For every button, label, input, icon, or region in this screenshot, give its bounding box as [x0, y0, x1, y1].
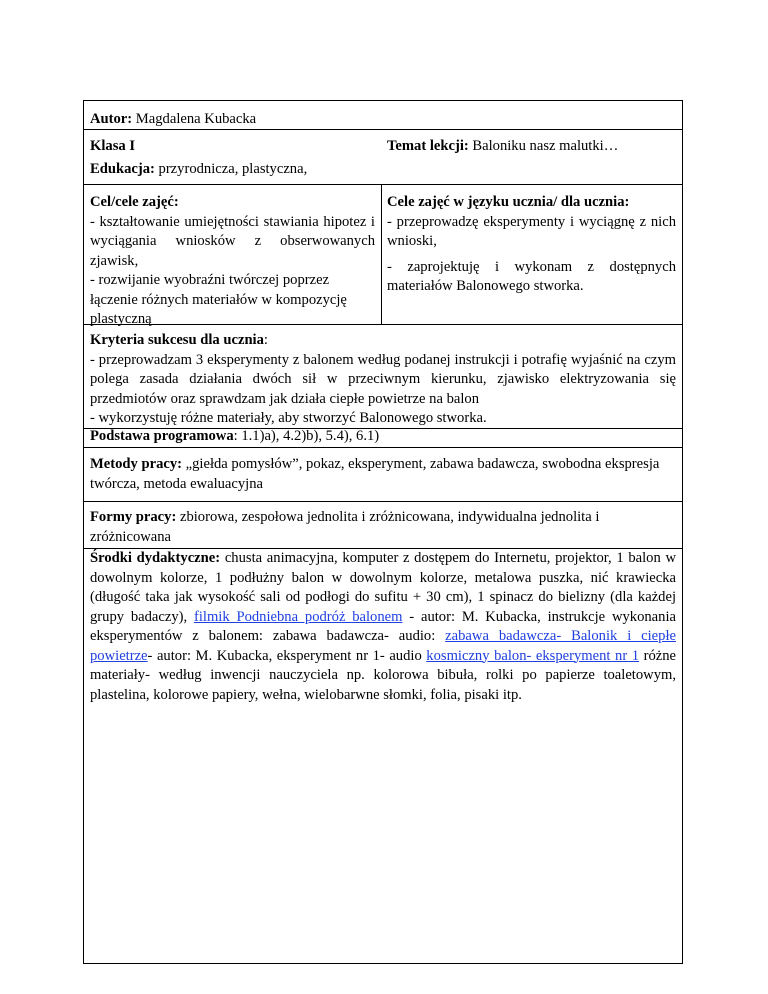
teaching-aids-text: - autor: M. Kubacka, eksperyment nr 1- audio [147, 647, 427, 664]
author-cell [84, 110, 682, 130]
topic-label: Temat lekcji: [387, 138, 469, 154]
student-goals-heading: Cele zajęć w języku ucznia/ dla ucznia: [387, 194, 630, 210]
divider [84, 324, 682, 325]
student-goals-cell [381, 193, 682, 297]
success-criteria-label: Kryteria sukcesu dla ucznia [90, 332, 264, 348]
teaching-aids-text: różne materiały- według inwencji nauczyciela np. kolorowa bibuła, rolki po papierze toaletowym, plastelina, kolorowe papiery, wełna, wielobarwne słomki, folia, pisaki itp. [90, 647, 676, 703]
student-goal-line: - przeprowadzę eksperymenty i wyciągnę z nich wnioski, [387, 213, 676, 249]
methods-value: „giełda pomysłów”, pokaz, eksperyment, zabawa badawcza, swobodna ekspresja twórcza, metoda ewaluacyjna [90, 456, 660, 492]
criteria-line: - wykorzystuję różne materiały, aby stworzyć Balonowego stworka. [90, 410, 487, 426]
goals-heading: Cel/cele zajęć: [90, 194, 179, 210]
divider [84, 129, 682, 130]
divider [84, 184, 682, 185]
methods-label: Metody pracy: [90, 456, 182, 472]
success-criteria-colon: : [263, 332, 268, 348]
education-cell [84, 160, 682, 180]
goal-line: - rozwijanie wyobraźni twórczej poprzez łączenie różnych materiałów w kompozycję plastyczną [90, 272, 347, 327]
forms-label: Formy pracy: [90, 509, 177, 525]
audio-link-warm-air[interactable]: zabawa badawcza- Balonik i ciepłe powietrze [90, 628, 676, 664]
video-link[interactable]: filmik Podniebna podróż balonem [193, 608, 403, 625]
divider [84, 447, 682, 448]
forms-cell [84, 508, 682, 547]
curriculum-label: Podstawa programowa [90, 428, 234, 444]
author-value: Magdalena Kubacka [132, 111, 257, 127]
curriculum-value: : 1.1)a), 4.2)b), 5.4), 6.1) [233, 428, 380, 444]
forms-value: zbiorowa, zespołowa jednolita i zróżnicowana, indywidualna jednolita i zróżnicowana [90, 509, 600, 545]
class-cell [84, 137, 381, 157]
criteria-line: - przeprowadzam 3 eksperymenty z balonem według podanej instrukcji i potrafię wyjaśnić na czym polega zasada działania dwóch sił w przeciwnym kierunku, zjawisko elektryzowania się przedmiotów oraz sprawdzam jak działa ciepłe powietrze na balon [90, 351, 676, 407]
student-goal-line: - zaprojektuję i wykonam z dostępnych materiałów Balonowego stworka. [387, 258, 676, 294]
methods-cell [84, 455, 682, 494]
success-criteria-cell [84, 331, 682, 429]
teaching-aids-text: chusta animacyjna, komputer z dostępem do Internetu, projektor, 1 balon w dowolnym kolorze, 1 podłużny balon w dowolnym kolorze, metalowa puszka, nić krawiecka (długość taka jak wysokość sali od podłogi do sufitu + 30 cm), 1 spinacz do bielizny (dla każdej grupy badaczy), [90, 550, 676, 625]
class-label: Klasa I [90, 138, 136, 154]
topic-cell [381, 137, 682, 157]
education-label: Edukacja: [90, 161, 155, 177]
audio-link-cosmic-balloon[interactable]: kosmiczny balon- eksperyment nr 1 [426, 647, 640, 664]
goal-line: - kształtowanie umiejętności stawiania hipotez i wyciągania wniosków z obserwowanych zjawisk, [90, 213, 375, 269]
teaching-aids-cell [84, 549, 682, 705]
lesson-plan-table [83, 100, 683, 964]
goals-cell [84, 193, 381, 330]
topic-value: Baloniku nasz malutki… [468, 138, 619, 154]
divider [84, 501, 682, 502]
success-criteria-heading [90, 331, 676, 351]
author-label: Autor: [90, 111, 133, 127]
teaching-aids-text: - autor: M. Kubacka, instrukcje wykonania eksperymentów z balonem: zabawa badawcza- audio: [90, 608, 676, 644]
curriculum-cell [84, 427, 682, 447]
education-value: przyrodnicza, plastyczna, [154, 161, 308, 177]
teaching-aids-label: Środki dydaktyczne: [90, 550, 221, 566]
